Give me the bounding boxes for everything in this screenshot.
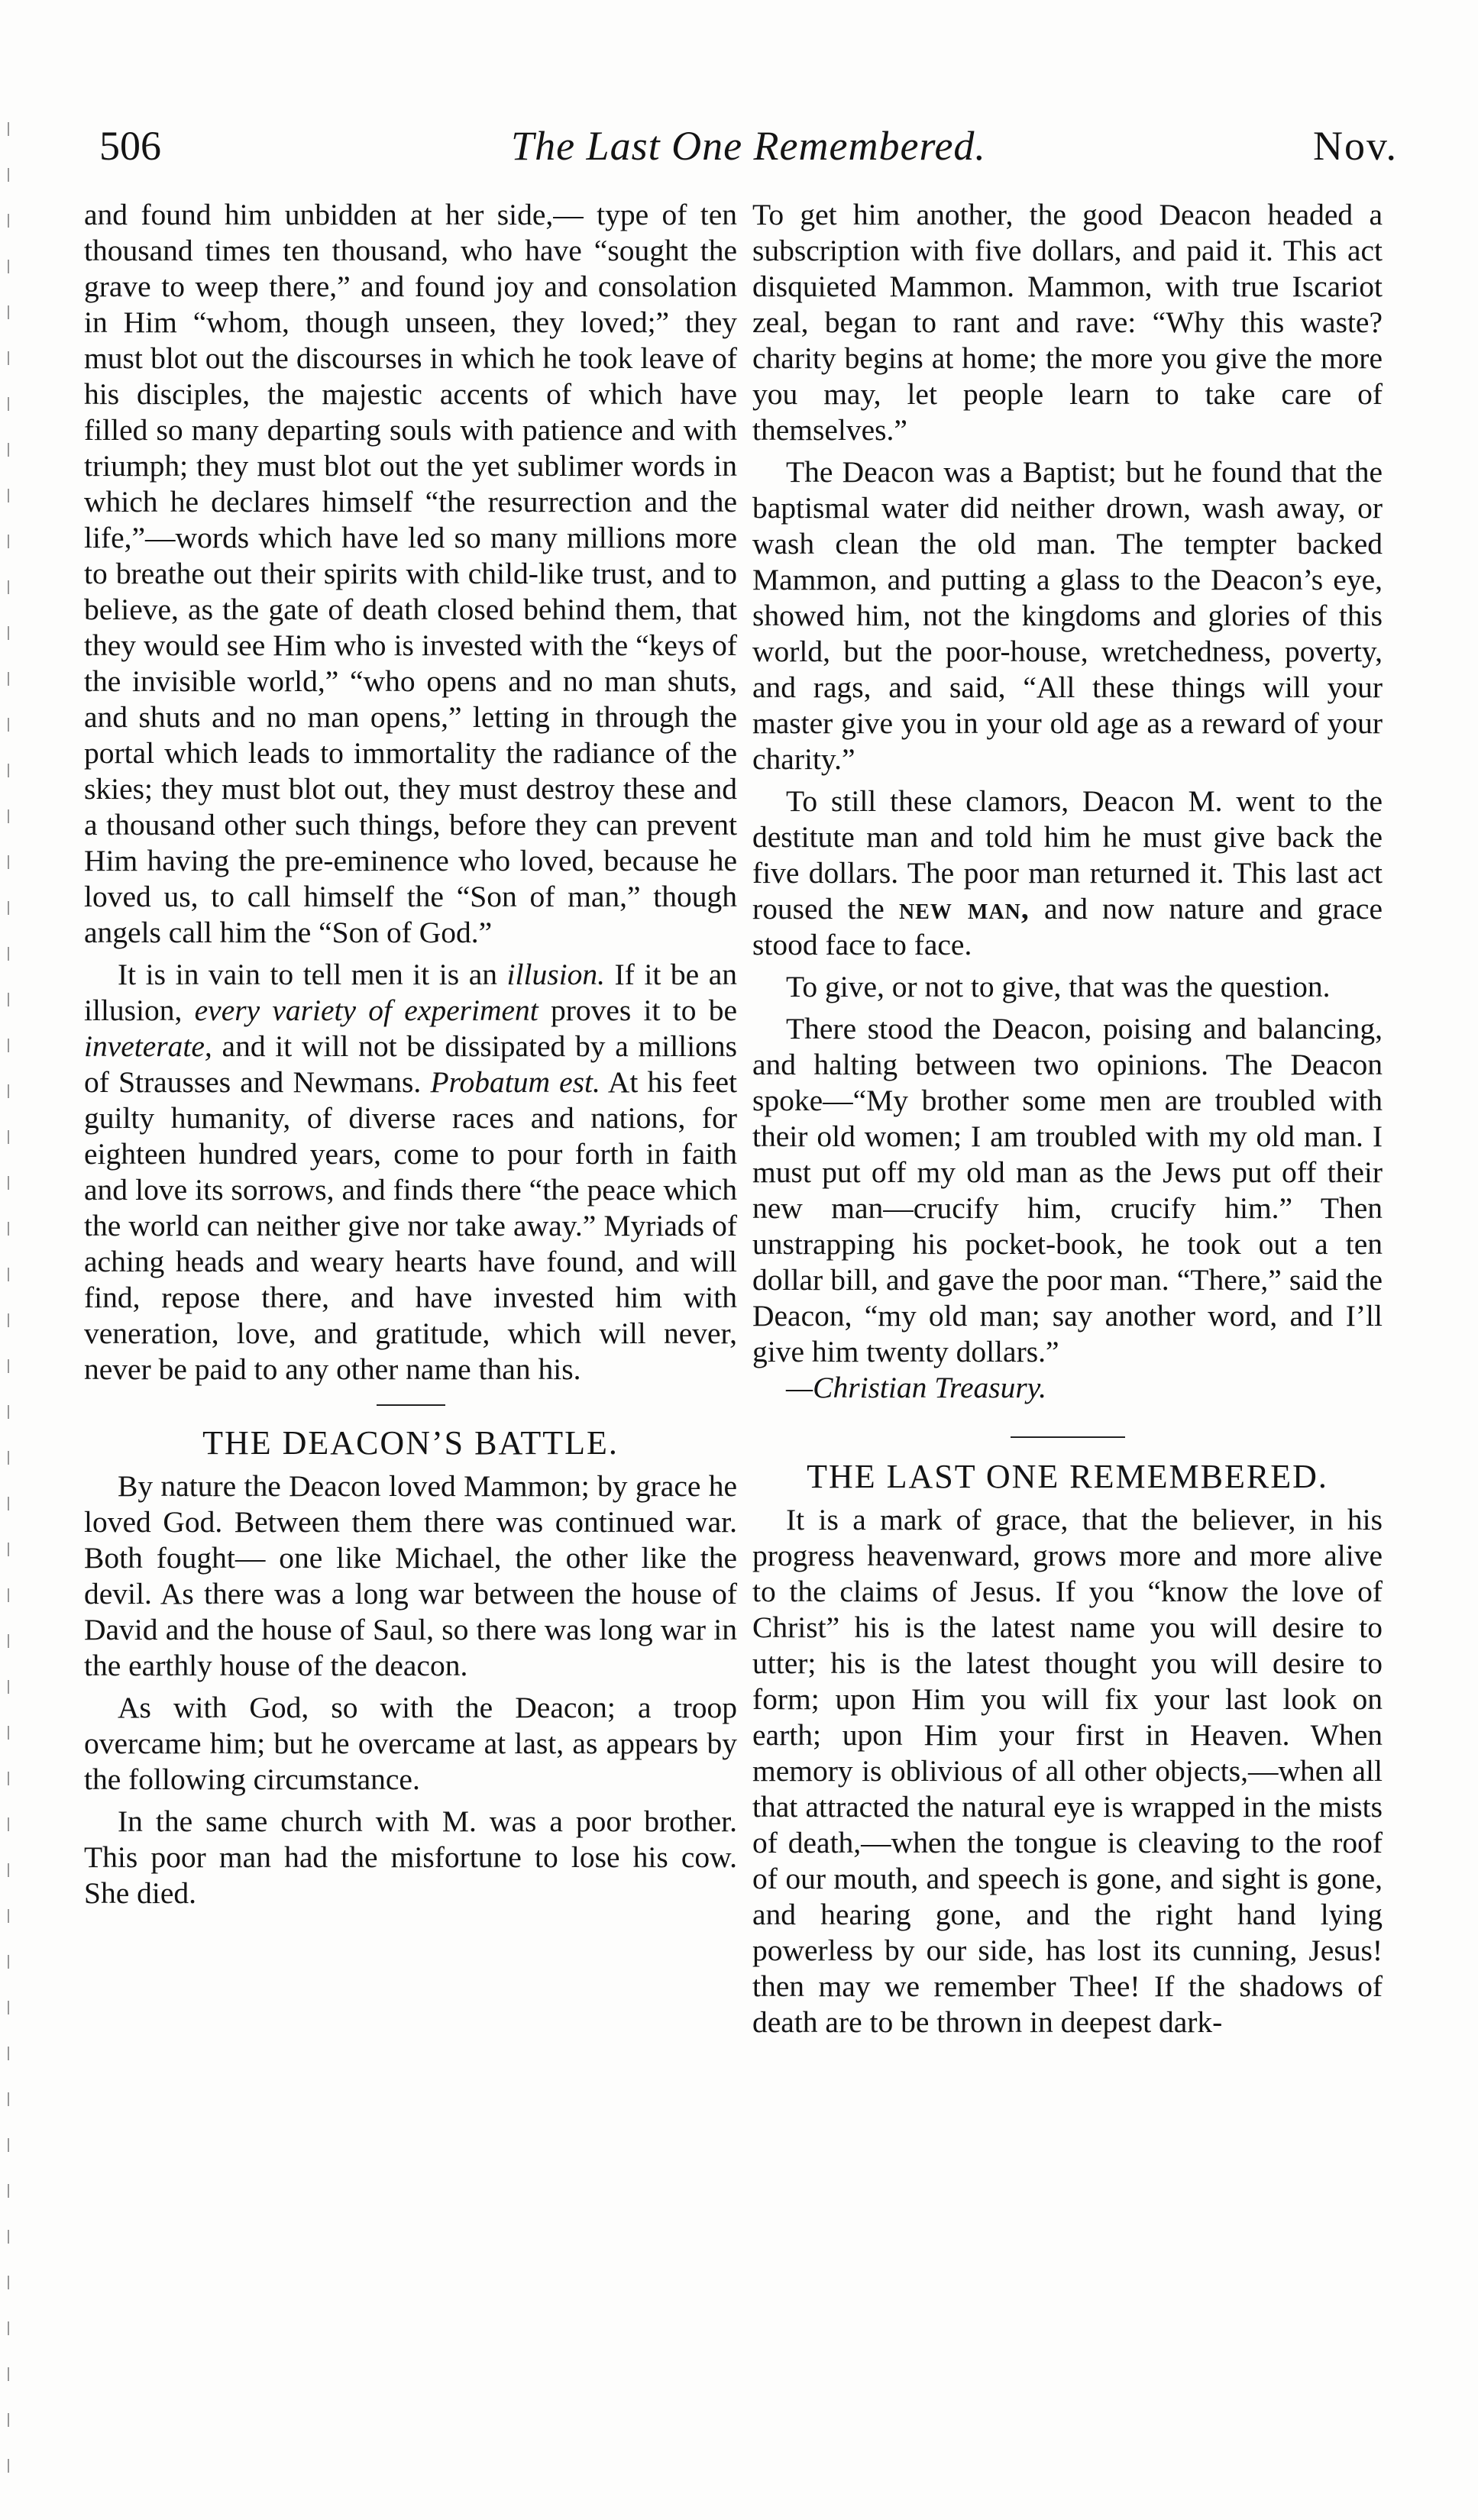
emphasis-illusion: illusion. (506, 958, 605, 991)
text-run: At his feet guilty humanity, of diverse races and nations, for eighteen hundred years, come to pour forth in faith and love its sorrows, and finds there “the peace which the world can neither give nor take away.” Myriads of aching heads and weary hearts have found, and will find, repose there, and have invested him with veneration, love, and gratitude, which will never, never be paid to any other name than his. (84, 1065, 737, 1386)
emphasis-probatum: Probatum est. (430, 1065, 600, 1099)
attribution: —Christian Treasury. (786, 1371, 1046, 1404)
paragraph-to-give: To give, or not to give, that was the question. (786, 970, 1331, 1003)
emphasis-experiment: every variety of experiment (194, 993, 538, 1027)
emphasis-inveterate: inveterate, (84, 1029, 212, 1063)
running-title: The Last One Remembered. (511, 123, 986, 169)
running-month: Nov. (1313, 123, 1398, 169)
page-number: 506 (99, 123, 161, 169)
text-run: To still these clamors, Deacon M. went to the destitute man and told him he must give back the five dollars. The poor man returned it. This last act roused the (752, 784, 1383, 926)
text-run: If it be an illusion, (84, 958, 738, 1027)
left-column (84, 197, 737, 1911)
text-run: proves it to be (538, 993, 737, 1027)
right-column (752, 197, 1383, 2040)
text-run: It is in vain to tell men it is an (118, 958, 507, 991)
paragraph-clamors (752, 783, 1383, 963)
paragraph-mark-of-grace: It is a mark of grace, that the believer, in his progress heavenward, grows more and more alive to the claims of Jesus. If you “know the love of Christ” his is the latest name you will desire to utter; his is the latest thought you will desire to form; upon Him you will fix your last look on earth; upon Him your first in Heaven. When memory is oblivious of all other objects,—when all that attracted the natural eye is wrapped in the mists of death,—when the tongue is cleaving to the roof of our mouth, and speech is gone, and sight is gone, and hearing gone, and the right hand lying powerless by our side, has lost its cunning, Jesus! then may we remember Thee! If the shadows of death are to be thrown in deepest dark- (752, 1503, 1383, 2039)
paragraph-deacon-cow: In the same church with M. was a poor brother. This poor man had the misfortune to lose his cow. She died. (84, 1804, 737, 1910)
paragraph-deacon-troop: As with God, so with the Deacon; a troop overcame him; but he overcame at last, as appears by the following circumstance. (84, 1691, 737, 1796)
running-header (99, 122, 1398, 183)
paragraph-continuation: and found him unbidden at her side,— type of ten thousand times ten thousand, who have “sought the grave to weep there,” and found joy and consolation in Him “whom, though unseen, they loved;” they must blot out the discourses in which he took leave of his disciples, the majestic accents of which have filled so many departing souls with patience and with triumph; they must blot out the yet sublimer words in which he declares himself “the resurrection and the life,”—words which have led so many millions more to breathe out their spirits with child-like trust, and to believe, as the gate of death closed behind them, that they would see Him who is invested with the “keys of the invisible world,” “who opens and no man shuts, and shuts and no man opens,” letting in through the portal which leads to immortality the radiance of the skies; they must blot out, they must destroy these and a thousand other such things, before they can prevent Him having the pre-eminence who loved, because he loved us, to call himself the “Son of man,” though angels call him the “Son of God.” (84, 198, 737, 949)
text-run: and it will not be dissipated by a millions of Strausses and Newmans. (84, 1029, 737, 1099)
section-heading-deacon: THE DEACON’S BATTLE. (202, 1424, 619, 1462)
paragraph-subscription: To get him another, the good Deacon headed a subscription with five dollars, and paid it. This act disquieted Mammon. Mammon, with true Iscariot zeal, began to rant and rave: “Why this waste? charity begins at home; the more you give the more you may, let people learn to take care of themselves.” (752, 198, 1383, 447)
paragraph-deacon-nature: By nature the Deacon loved Mammon; by grace he loved God. Between them there was continued war. Both fought— one like Michael, the other like the devil. As there was a long war between the house of David and the house of Saul, so there was long war in the earthly house of the deacon. (84, 1469, 737, 1682)
binding-edge (8, 122, 9, 2489)
section-heading-last-one: THE LAST ONE REMEMBERED. (807, 1458, 1328, 1495)
paragraph-baptist: The Deacon was a Baptist; but he found that the baptismal water did neither drown, wash away, or wash clean the old man. The tempter backed Mammon, and putting a glass to the Deacon’s eye, showed him, not the kingdoms and glories of this world, but the poor-house, wretchedness, poverty, and rags, and said, “All these things will your master give you in your old age as a reward of your charity.” (752, 455, 1383, 776)
text-run: and now nature and grace stood face to face. (752, 892, 1383, 961)
small-caps-new-man: new man, (898, 892, 1030, 926)
paragraph-deacon-spoke: There stood the Deacon, poising and balancing, and halting between two opinions. The Deacon spoke—“My brother some men are troubled with their old women; I am troubled with my old man. I must put off my old man as the Jews put off their new man—crucify him, crucify him.” Then unstrapping his pocket-book, he took out a ten dollar bill, and gave the poor man. “There,” said the Deacon, “my old man; say another word, and I’ll give him twenty dollars.” (752, 1012, 1383, 1368)
paragraph-illusion (84, 957, 737, 1388)
